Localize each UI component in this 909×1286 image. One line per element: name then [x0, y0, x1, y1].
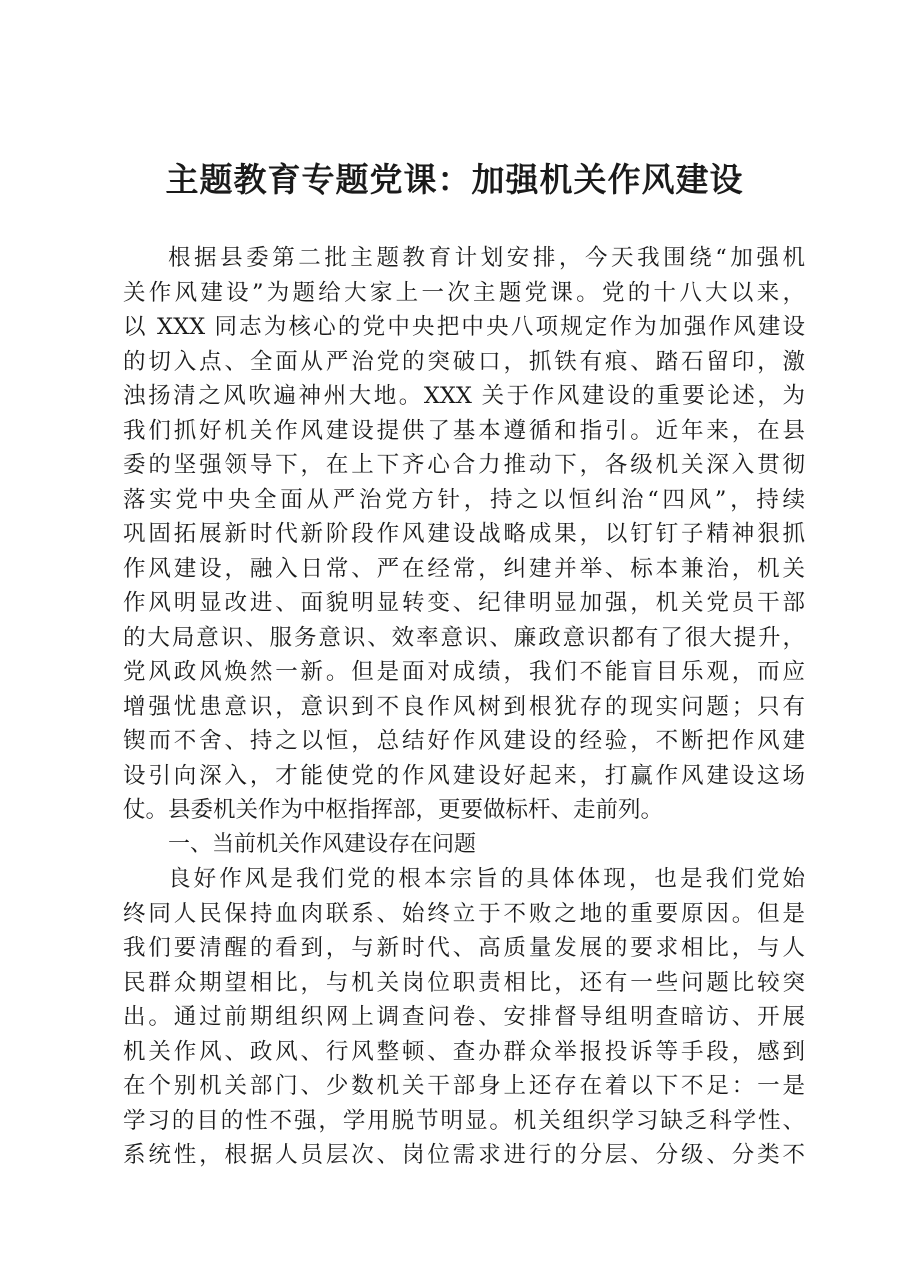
paragraph-line: 学习的目的性不强，学用脱节明显。机关组织学习缺乏科学性、 [123, 1107, 805, 1134]
paragraph-line: 落实党中央全面从严治党方针，持之以恒纠治“四风”，持续 [123, 486, 805, 513]
paragraph-line: 锲而不舍、持之以恒，总结好作风建设的经验，不断把作风建 [123, 728, 805, 754]
document-body [123, 241, 805, 1173]
paragraph-line: 终同人民保持血肉联系、始终立于不败之地的重要原因。但是 [123, 900, 805, 927]
paragraph-line: 的切入点、全面从严治党的突破口，抓铁有痕、踏石留印，激 [123, 348, 805, 375]
paragraph-line: 我们要清醒的看到，与新时代、高质量发展的要求相比，与人 [123, 935, 805, 961]
paragraph-line: 根据县委第二批主题教育计划安排，今天我围绕“加强机 [168, 245, 805, 271]
paragraph-line: 仗。县委机关作为中枢指挥部，更要做标杆、走前列。 [123, 797, 664, 823]
paragraph-line: 巩固拓展新时代新阶段作风建设战略成果，以钉钉子精神狠抓 [123, 521, 805, 547]
paragraph-line: 我们抓好机关作风建设提供了基本遵循和指引。近年来，在县 [123, 417, 805, 444]
paragraph-line: 党风政风焕然一新。但是面对成绩，我们不能盲目乐观，而应 [123, 659, 805, 685]
paragraph-line: 在个别机关部门、少数机关干部身上还存在着以下不足：一是 [123, 1073, 805, 1099]
paragraph-line: 出。通过前期组织网上调查问卷、安排督导组明查暗访、开展 [123, 1004, 805, 1030]
paragraph-line: 机关作风、政风、行风整顿、查办群众举报投诉等手段，感到 [123, 1038, 805, 1065]
paragraph-line: 作风建设，融入日常、严在经常，纠建并举、标本兼治，机关 [123, 555, 805, 582]
paragraph-line: 民群众期望相比，与机关岗位职责相比，还有一些问题比较突 [123, 969, 805, 996]
paragraph-line: 良好作风是我们党的根本宗旨的具体体现，也是我们党始 [168, 866, 805, 892]
paragraph-line: 作风明显改进、面貌明显转变、纪律明显加强，机关党员干部 [123, 590, 805, 616]
paragraph-line: 以 XXX 同志为核心的党中央把中央八项规定作为加强作风建设 [123, 314, 805, 340]
paragraph-1 [123, 241, 805, 828]
document-title: 主题教育专题党课：加强机关作风建设 [165, 160, 744, 199]
paragraph-line: 设引向深入，才能使党的作风建设好起来，打赢作风建设这场 [123, 762, 805, 789]
paragraph-line: 系统性，根据人员层次、岗位需求进行的分层、分级、分类不 [123, 1142, 805, 1168]
paragraph-line: 委的坚强领导下，在上下齐心合力推动下，各级机关深入贯彻 [123, 452, 805, 478]
paragraph-line: 关作风建设”为题给大家上一次主题党课。党的十八大以来， [123, 279, 805, 306]
paragraph-line: 的大局意识、服务意识、效率意识、廉政意识都有了很大提升， [123, 624, 805, 651]
paragraph-line: 浊扬清之风吹遍神州大地。XXX 关于作风建设的重要论述，为 [123, 383, 805, 409]
paragraph-line: 增强忧患意识，意识到不良作风树到根犹存的现实问题；只有 [123, 693, 805, 720]
section-heading: 一、当前机关作风建设存在问题 [168, 831, 477, 857]
paragraph-2 [123, 862, 805, 1173]
